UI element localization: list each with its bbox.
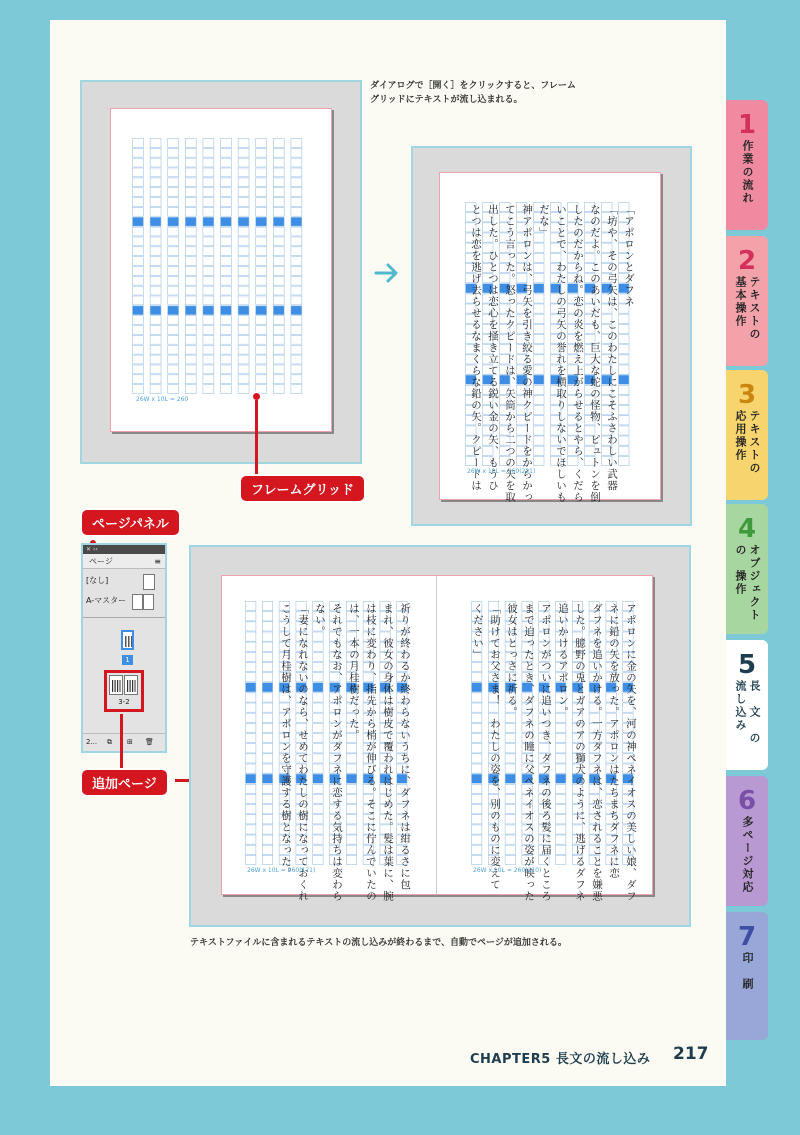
spread-screenshot — [189, 545, 691, 927]
document-page-flowed — [439, 172, 661, 503]
chapter-tab-1[interactable] — [726, 100, 768, 230]
chapter-tab-label: 長 文 の 流し込み — [734, 680, 761, 745]
empty-grid-screenshot — [80, 80, 362, 464]
text-line: 出した。ひとつは恋心を掻き立てる鋭い金の矢、もうひ — [487, 204, 499, 492]
arrow-right-icon — [372, 258, 402, 288]
none-master-thumb — [143, 574, 155, 590]
chapter-tab-label: 多ページ対応 — [741, 816, 754, 894]
text-line: 神アポロンは、弓矢を引き絞る愛の神クピードをからかっ — [521, 204, 533, 503]
spread-label: 3-2 — [118, 698, 130, 706]
text-line: ネに鉛の矢を放った。アポロンはたちまちダフネに恋 — [608, 603, 620, 879]
pages-panel — [81, 543, 167, 753]
grid-info-label: 26W x 10L = 260(221) — [467, 468, 536, 475]
a-master-thumb-left — [132, 594, 143, 610]
chapter-tab-number: 2 — [737, 246, 757, 276]
text-line: てこう言った。怒ったクピードは、矢筒から二つの矢を取 — [504, 204, 516, 503]
panel-tab-label: ページ — [89, 557, 113, 566]
callout-line — [255, 400, 258, 484]
text-line: まれ、彼女の身体は樹皮で覆われはじめた。髪は葉に、腕 — [382, 603, 394, 902]
chapter-tab-label: オブジェクト の 操作 — [734, 544, 761, 622]
text-line: こうして月桂樹は、アポロンを守護する樹となった。 — [280, 603, 292, 879]
text-line: ダフネを追いかける。一方ダフネは、恋されることを嫌悪 — [591, 603, 603, 902]
chapter-tab-label: テキストの 応用操作 — [734, 410, 761, 475]
bottom-caption: テキストファイルに含まれるテキストの流し込みが終わるまで、自動でページが追加される。 — [190, 938, 567, 948]
chapter-tab-label: 作業の流れ — [741, 140, 754, 205]
chapter-tab-2[interactable] — [726, 236, 768, 366]
text-line: ください」 — [472, 603, 484, 661]
text-line: アポロンに金の矢を、河の神ペネイオスの美しい娘、ダフ — [625, 603, 637, 902]
text-line: は、一本の月桂樹だった。 — [348, 603, 360, 741]
text-line: なのだよ。このあいだも、巨大な蛇の怪物、ピュトンを倒 — [589, 204, 601, 503]
text-line: アポロンがついに追いつき、ダフネの後ろ髪に届くところ — [540, 603, 552, 902]
frame-grid-callout: フレームグリッド — [239, 474, 366, 503]
chapter-tab-number: 6 — [737, 786, 757, 816]
text-line: 追いかけるアポロン。 — [557, 603, 569, 718]
chapter-tab-3[interactable] — [726, 370, 768, 500]
text-line: まで迫ったとき、ダフネの瞳に父ペネイオスの姿が映った — [523, 603, 535, 902]
chapter-tab-7[interactable] — [726, 912, 768, 1040]
panel-status-bar — [83, 733, 165, 749]
a-master-thumb-right — [143, 594, 154, 610]
grid-info-label: 26W x 10L = 260(171) — [247, 867, 316, 874]
footer-chapter-title: CHAPTER5 長文の流し込み — [470, 1052, 651, 1067]
text-line: いことで、わたしの弓矢の誉れを横取りしないでほしいも — [555, 204, 567, 503]
new-page-icon[interactable]: ⊞ — [127, 738, 133, 746]
tab-pages[interactable] — [83, 554, 165, 569]
added-page-callout: 追加ページ — [80, 768, 169, 797]
document-spread — [221, 575, 653, 902]
page-panel-callout: ページパネル — [80, 508, 181, 537]
chapter-tab-number: 7 — [737, 922, 757, 952]
trash-icon[interactable]: 🗑 — [145, 738, 154, 746]
panel-title-bar: ✕ ‹‹ — [83, 545, 165, 554]
footer-page-number: 217 — [673, 1044, 709, 1064]
text-line: ない。 — [314, 603, 326, 638]
chapter-tab-number: 5 — [737, 650, 757, 680]
page-3-thumb[interactable] — [109, 675, 123, 695]
top-caption: ダイアログで［開く］をクリックすると、フレーム グリッドにテキストが流し込まれる。 — [370, 81, 576, 105]
edit-page-size-icon[interactable]: ⧉ — [107, 738, 112, 746]
chapter-tab-number: 3 — [737, 380, 757, 410]
page-1-thumb[interactable] — [121, 630, 134, 650]
text-line: した。臆野の兎とガアのアの獅犬のように、逃げるダフネ — [574, 603, 586, 902]
text-line: 祈りが終わるか終わらないうちに、ダフネは紺るさに包 — [399, 603, 411, 891]
text-line: とつは恋を逃げ去らせるなまくらな鉛の矢。クピードは — [470, 204, 482, 492]
none-master-label: [なし] — [86, 576, 109, 585]
text-line: それでもなお、アポロンがダフネに恋する気持ちは変わら — [331, 603, 343, 902]
text-line: は枝に変わり、指先から梢が伸びる。そこに佇んでいたの — [365, 603, 377, 902]
chapter-tab-5[interactable] — [726, 640, 768, 770]
chapter-tab-6[interactable] — [726, 776, 768, 906]
grid-info-label: 26W x 10L = 260 — [136, 396, 189, 403]
chapter-tab-label: 印 刷 — [741, 952, 754, 991]
chapter-tab-4[interactable] — [726, 504, 768, 634]
page-count: 2... — [86, 738, 98, 746]
chapter-tab-label: テキストの 基本操作 — [734, 276, 761, 341]
text-line: だな」 — [538, 204, 550, 239]
text-line: 彼女はとっさに祈る。 — [506, 603, 518, 718]
grid-info-label: 26W x 10L = 260(210) — [473, 867, 542, 874]
flowed-text-screenshot — [411, 146, 692, 526]
document-page — [110, 108, 332, 432]
chapter-tab-number: 4 — [737, 514, 757, 544]
page-2-thumb[interactable] — [124, 675, 138, 695]
text-line: 「アポロンとダフネ — [623, 204, 635, 308]
text-line: したのだからね。恋の炎を燃え上がらせるとやら、くだら — [572, 204, 584, 503]
callout-line — [120, 714, 123, 770]
frame-grid[interactable] — [132, 138, 308, 394]
text-line: 「坊や、その弓矢は、このわたしにこそふさわしい武器 — [606, 204, 618, 492]
page-1-label: 1 — [122, 655, 133, 665]
a-master-label: A-マスター — [86, 596, 127, 605]
text-line: 「助けてお父さま！ わたしの姿を、別のものに変えて — [489, 603, 501, 891]
menu-icon[interactable]: ≡ — [154, 557, 161, 566]
chapter-tab-number: 1 — [737, 110, 757, 140]
text-line: 「妻になれないのなら、せめてわたしの樹になっておくれ — [297, 603, 309, 902]
